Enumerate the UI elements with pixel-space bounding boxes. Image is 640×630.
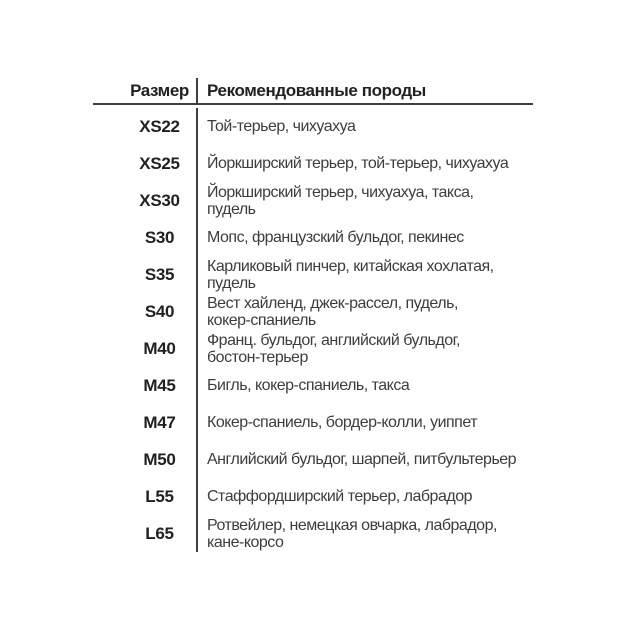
breed-line: Франц. бульдог, английский бульдог, [207,331,460,349]
table-row [93,330,533,367]
size-value: S35 [144,264,175,284]
breeds-text [207,258,494,292]
breeds-cell [198,367,533,404]
breed-line: Мопс, французский бульдог, пекинес [207,229,464,246]
size-cell [93,330,198,367]
table-row [93,367,533,404]
size-value: XS22 [139,116,180,136]
table-row [93,404,533,441]
breed-line: кане-корсо [207,533,284,551]
breed-line: Йоркширский терьер, той-терьер, чихуахуа [207,155,509,172]
breeds-cell [198,182,533,219]
size-value: L65 [145,523,174,543]
breeds-cell [198,404,533,441]
size-cell [93,404,198,441]
breeds-text [207,377,409,394]
breeds-text [207,155,508,172]
breeds-text [207,414,477,431]
size-cell [93,478,198,515]
size-cell [93,293,198,330]
breeds-cell [198,478,533,515]
size-value: L55 [145,486,174,506]
table-header-row [93,78,533,105]
table-row [93,219,533,256]
breeds-cell [198,108,533,145]
breeds-cell [198,256,533,293]
table-row [93,145,533,182]
size-value: XS25 [139,153,180,173]
table-body [93,105,533,552]
size-value: XS30 [139,190,180,210]
size-value: M40 [143,338,176,358]
table-row [93,256,533,293]
breeds-cell [198,515,533,552]
size-cell [93,256,198,293]
size-cell [93,182,198,219]
breed-line: Карликовый пинчер, китайская хохлатая, [207,257,494,275]
table-row [93,182,533,219]
table-row [93,515,533,552]
header-size-cell [93,78,198,103]
table-row [93,441,533,478]
dog-size-table [93,78,533,552]
breed-line: Английский бульдог, шарпей, питбультерьер [207,451,517,468]
breed-line: Йоркширский терьер, чихуахуа, такса, [207,183,474,201]
breeds-text [207,332,460,366]
breed-line: Кокер-спаниель, бордер-колли, уиппет [207,414,478,431]
breed-line: Бигль, кокер-спаниель, такса [207,377,410,394]
breed-line: Ротвейлер, немецкая овчарка, лабрадор, [207,516,497,534]
size-cell [93,145,198,182]
table-row [93,293,533,330]
breed-line: Той-терьер, чихуахуа [207,118,356,135]
breeds-text [207,488,472,505]
breeds-cell [198,441,533,478]
size-value: M50 [143,449,176,469]
table-row [93,108,533,145]
breed-line: бостон-терьер [207,348,308,366]
breeds-text [207,229,464,246]
breed-line: Вест хайленд, джек-рассел, пудель, [207,294,458,312]
size-value: M45 [143,375,176,395]
breeds-text [207,184,473,218]
breeds-cell [198,145,533,182]
header-size-label: Размер [130,80,189,100]
breed-line: пудель [207,200,256,218]
breeds-text [207,451,516,468]
breeds-cell [198,330,533,367]
header-breeds-label: Рекомендованные породы [207,80,426,100]
table-row [93,478,533,515]
breeds-cell [198,293,533,330]
breeds-cell [198,219,533,256]
size-cell [93,108,198,145]
header-breeds-cell [198,78,533,103]
size-cell [93,441,198,478]
breed-line: пудель [207,274,256,292]
breed-line: кокер-спаниель [207,311,316,329]
breeds-text [207,118,355,135]
size-cell [93,515,198,552]
breed-line: Стаффордширский терьер, лабрадор [207,488,472,505]
size-cell [93,219,198,256]
size-value: S30 [144,227,175,247]
size-value: M47 [143,412,176,432]
size-value: S40 [144,301,175,321]
breeds-text [207,517,497,551]
breeds-text [207,295,458,329]
size-cell [93,367,198,404]
